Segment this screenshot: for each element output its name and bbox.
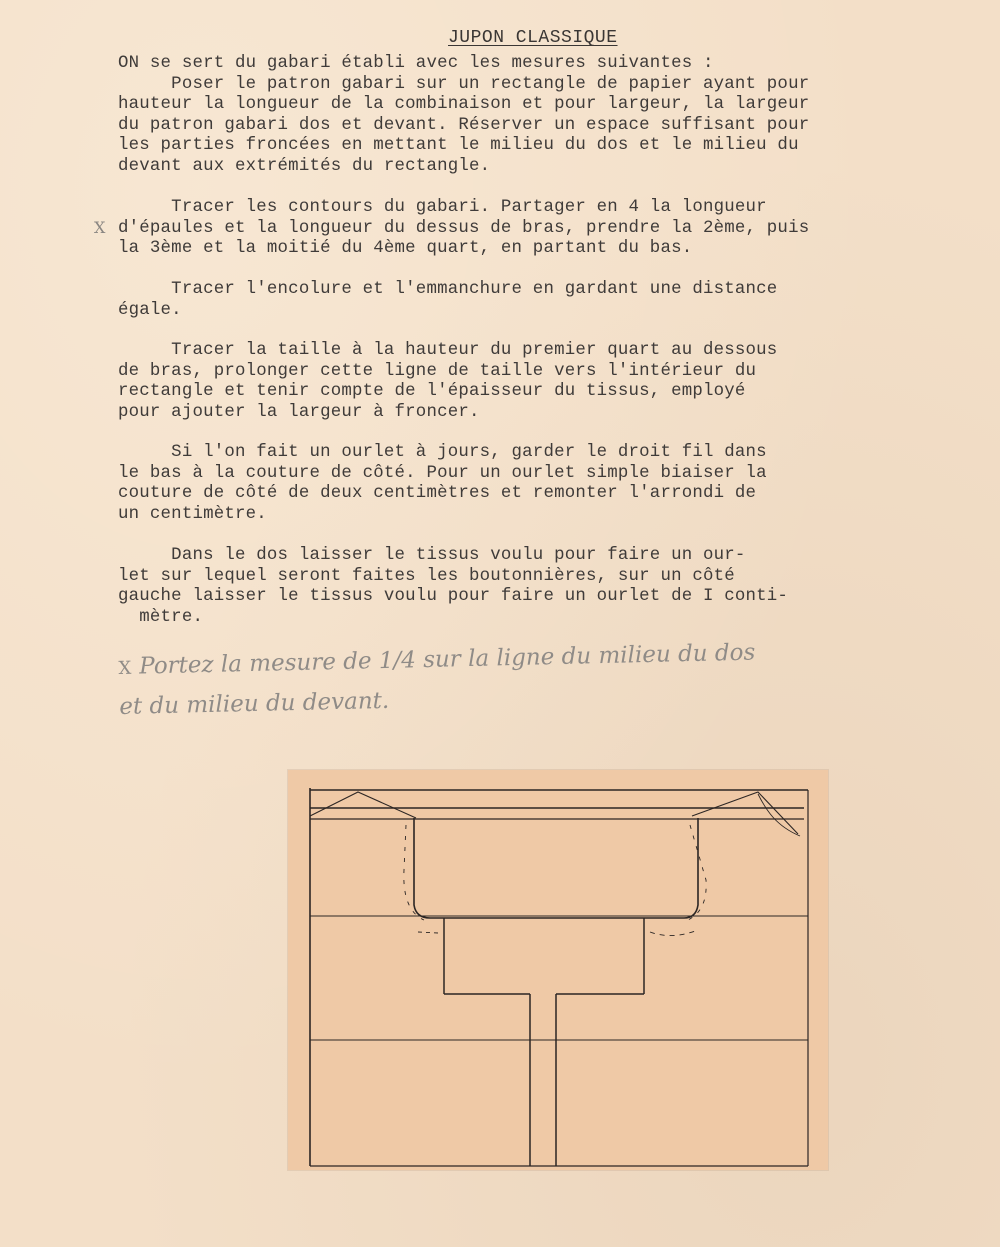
margin-cross-mark: X	[94, 218, 106, 237]
paragraph-6: Dans le dos laisser le tissus voulu pour faire un our- let sur lequel seront faites les boutonnières, sur un côté gauche laisser le tissus voulu pour faire un ourlet de I conti- mètre.	[118, 546, 789, 627]
paragraph-4: Tracer la taille à la hauteur du premier quart au dessous de bras, prolonger cette ligne de taille vers l'intérieur du rectangle et tenir compte de l'épaisseur du tissus, employé pour ajouter la largeur à froncer.	[118, 341, 778, 422]
handwritten-annotation	[118, 629, 960, 726]
right-shoulder-slope	[692, 792, 798, 834]
handnote-fraction: 1/4	[378, 647, 417, 675]
paragraph-1: ON se sert du gabari établi avec les mesures suivantes : Poser le patron gabari sur un rectangle de papier ayant pour hauteur la longueur de la combinaison et pour largeur, la largeur du patron gabari dos et devant. Réserver un espace suffisant pour les parties froncées en mettant le milieu du dos et le milieu du devant aux extrémités du rectangle.	[118, 54, 810, 176]
bodice-right	[684, 818, 698, 918]
right-waist-curve-dash	[650, 930, 698, 936]
paragraph-3: Tracer l'encolure et l'emmanchure en gardant une distance égale.	[118, 280, 778, 320]
handnote-line2: et du milieu du devant.	[119, 687, 390, 720]
left-shoulder-slope	[310, 792, 416, 818]
left-waist-dash	[418, 932, 438, 933]
handnote-cross-mark: X	[118, 657, 132, 679]
document-title: JUPON CLASSIQUE	[448, 28, 618, 48]
bodice-left	[414, 818, 430, 918]
pattern-drawing	[288, 770, 828, 1170]
paragraph-2: Tracer les contours du gabari. Partager en 4 la longueur d'épaules et la longueur du dessus de bras, prendre la 2ème, puis la 3ème et la moitié du 4ème quart, en partant du bas.	[118, 198, 810, 259]
handnote-line1: Portez la mesure de	[138, 648, 372, 680]
pattern-diagram	[288, 770, 828, 1170]
paragraph-5: Si l'on fait un ourlet à jours, garder le droit fil dans le bas à la couture de côté. Pour un ourlet simple biaiser la couture de côté de deux centimètres et remonter l'arrondi de un centimètre.	[118, 443, 767, 524]
handnote-line1-rest: sur la ligne du milieu du dos	[422, 639, 756, 674]
